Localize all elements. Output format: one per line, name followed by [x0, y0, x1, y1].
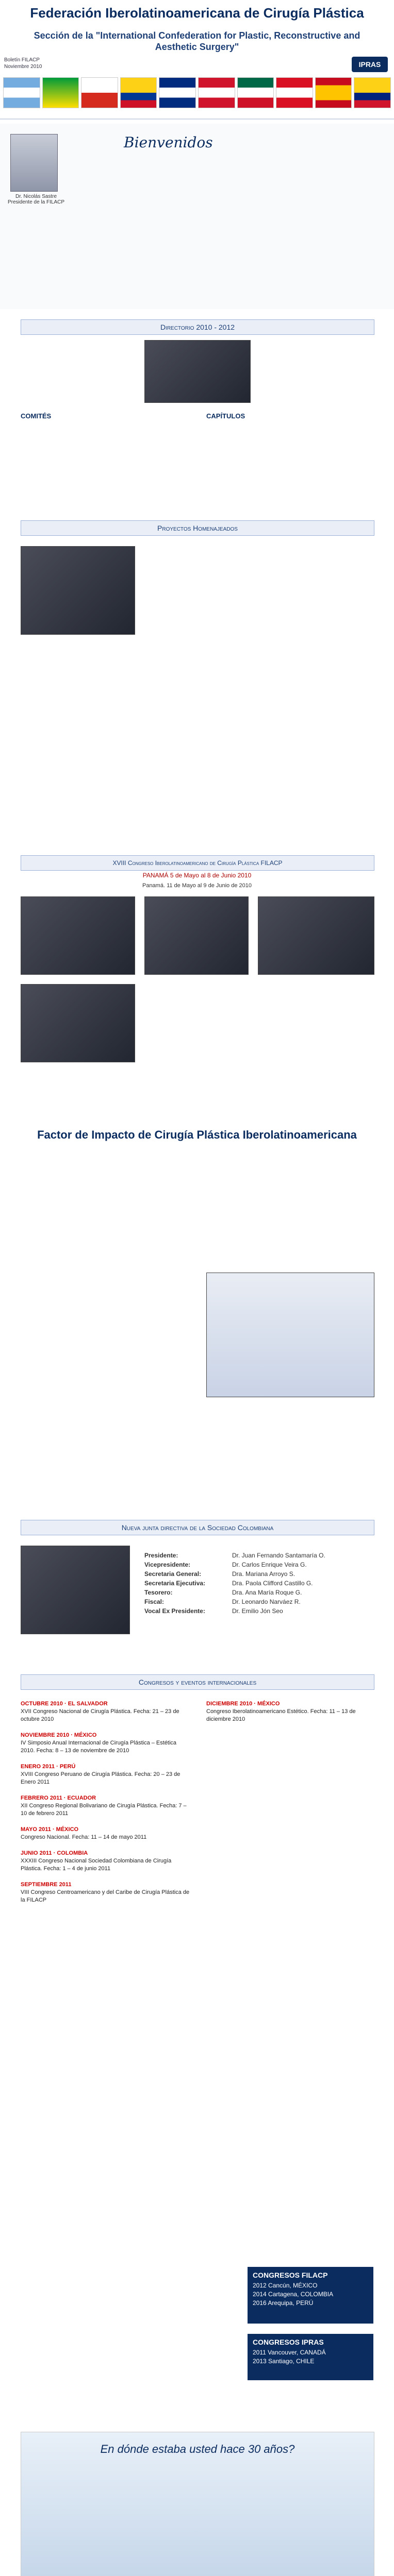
junta-member: Dra. Ana María Roque G.	[232, 1589, 302, 1596]
junta-row	[144, 1551, 373, 1560]
event-date: MAYO 2011 · MÉXICO	[21, 1826, 79, 1833]
filacp-congress-box	[248, 2267, 373, 2324]
congress-entry: 2016 Arequipa, PERÚ	[253, 2299, 314, 2307]
junta-row	[144, 1560, 373, 1569]
event-text: Congreso Iberolatinoamericano Estético. Fecha: 11 – 13 de diciembre 2010	[206, 1708, 356, 1722]
congress-entry: 2011 Vancouver, CANADÁ	[253, 2349, 326, 2356]
congreso-banner: XVIII Congreso Iberolatinoamericano de Cirugía Plástica FILACP	[21, 855, 374, 871]
congress-entry: 2013 Santiago, CHILE	[253, 2358, 315, 2365]
junta-role: Presidente:	[144, 1552, 178, 1559]
junta-row	[144, 1597, 373, 1606]
issue-info: Boletín FILACP Noviembre 2010	[4, 57, 42, 70]
junta-role: Secretaria General:	[144, 1570, 202, 1578]
congreso-photo-4	[21, 984, 135, 1062]
comites-label: COMITÉS	[21, 412, 52, 420]
junta-member: Dra. Mariana Arroyo S.	[232, 1570, 296, 1578]
bottom-ad-text: En dónde estaba usted hace 30 años?	[100, 2443, 295, 2455]
event-date: DICIEMBRE 2010 · MÉXICO	[206, 1701, 280, 1707]
junta-member: Dra. Paola Clifford Castillo G.	[232, 1580, 313, 1587]
event-item	[21, 1732, 191, 1755]
event-text: XII Congreso Regional Bolivariano de Cirugía Plástica. Fecha: 7 – 10 de febrero 2011	[21, 1803, 187, 1817]
proyectos-banner: Proyectos Homenajeados	[21, 520, 374, 536]
event-item	[21, 1881, 191, 1904]
flag-icon	[42, 77, 79, 108]
junta-member: Dr. Juan Fernando Santamaría O.	[232, 1552, 325, 1559]
junta-member: Dr. Leonardo Narváez R.	[232, 1598, 301, 1605]
filacp-box-title: CONGRESOS FILACP	[253, 2271, 328, 2279]
event-text: IV Simposio Anual Internacional de Cirugía Plástica – Estética 2010. Fecha: 8 – 13 de noviembre de 2010	[21, 1740, 177, 1754]
junta-role: Tesorero:	[144, 1589, 173, 1596]
flag-icon	[198, 77, 235, 108]
capitulos-label: CAPÍTULOS	[206, 412, 245, 420]
event-date: JUNIO 2011 · COLOMBIA	[21, 1850, 88, 1856]
welcome-heading: Bienvenidos	[124, 134, 213, 151]
event-text: XVII Congreso Nacional de Cirugía Plástica. Fecha: 21 – 23 de octubre 2010	[21, 1708, 179, 1722]
junta-role: Vocal Ex Presidente:	[144, 1607, 205, 1615]
newsletter-header	[0, 0, 394, 120]
flag-icon	[3, 77, 40, 108]
ipras-congress-box	[248, 2334, 373, 2380]
event-text: VIII Congreso Centroamericano y del Caribe de Cirugía Plástica de la FILACP	[21, 1889, 190, 1903]
events-left-column	[21, 1700, 191, 1912]
junta-photo	[21, 1546, 130, 1634]
congress-entry: 2014 Cartagena, COLOMBIA	[253, 2291, 334, 2298]
flag-icon	[159, 77, 196, 108]
event-text: Congreso Nacional. Fecha: 11 – 14 de mayo 2011	[21, 1834, 147, 1840]
board-photo	[144, 340, 251, 403]
event-date: FEBRERO 2011 · ECUADOR	[21, 1795, 96, 1801]
page-subtitle: Sección de la "International Confederation for Plastic, Reconstructive and Aesthetic Surgery"	[34, 30, 360, 52]
junta-row	[144, 1579, 373, 1588]
journal-photo	[206, 1273, 374, 1397]
welcome-section	[0, 124, 394, 309]
event-item	[21, 1763, 191, 1786]
junta-row	[144, 1569, 373, 1579]
ipras-box-title: CONGRESOS IPRAS	[253, 2338, 324, 2346]
junta-member: Dr. Carlos Enrique Veira G.	[232, 1561, 307, 1568]
flag-icon	[276, 77, 313, 108]
junta-member: Dr. Emilio Jón Seo	[232, 1607, 283, 1615]
junta-role: Secretaria Ejecutiva:	[144, 1580, 206, 1587]
congress-entry: 2012 Cancún, MÉXICO	[253, 2282, 318, 2289]
flag-icon	[81, 77, 118, 108]
congreso-photo-2	[144, 896, 249, 975]
congreso-photo-1	[21, 896, 135, 975]
event-item	[206, 1700, 373, 1723]
congreso-subtitle: PANAMÁ 5 de Mayo al 8 de Junio 2010	[142, 872, 252, 879]
event-item	[21, 1850, 191, 1873]
impact-title: Factor de Impacto de Cirugía Plástica Iberolatinoamericana	[37, 1128, 357, 1141]
flag-icon	[354, 77, 391, 108]
flag-icon	[120, 77, 157, 108]
event-text: XXXIII Congreso Nacional Sociedad Colombiana de Cirugía Plástica. Fecha: 1 – 4 de junio 2011	[21, 1858, 172, 1872]
president-photo	[10, 134, 58, 192]
event-text: XVIII Congreso Peruano de Cirugía Plástica. Fecha: 20 – 23 de Enero 2011	[21, 1771, 180, 1785]
junta-row	[144, 1588, 373, 1597]
congresos-banner: Congresos y eventos internacionales	[21, 1674, 374, 1690]
junta-banner: Nueva junta directiva de la Sociedad Colombiana	[21, 1520, 374, 1535]
comites-column	[21, 412, 191, 422]
junta-role: Fiscal:	[144, 1598, 165, 1605]
event-date: ENERO 2011 · PERÚ	[21, 1764, 76, 1770]
capitulos-column	[206, 412, 376, 422]
president-caption: Dr. Nicolás Sastre Presidente de la FILACP	[7, 194, 65, 205]
directorio-banner: Directorio 2010 - 2012	[21, 319, 374, 335]
flag-icon	[315, 77, 352, 108]
congreso-caption: Panamá. 11 de Mayo al 9 de Junio de 2010	[142, 883, 252, 889]
event-date: OCTUBRE 2010 · EL SALVADOR	[21, 1701, 108, 1707]
award-photo	[21, 546, 135, 635]
junta-row	[144, 1606, 373, 1616]
junta-info	[144, 1551, 373, 1616]
event-item	[21, 1700, 191, 1723]
ipras-logo: IPRAS	[352, 57, 388, 72]
event-date: NOVIEMBRE 2010 · MÉXICO	[21, 1732, 97, 1738]
event-item	[21, 1826, 191, 1841]
event-item	[21, 1794, 191, 1818]
page-title: Federación Iberolatinoamericana de Cirugía Plástica	[30, 5, 364, 21]
flag-icon	[237, 77, 274, 108]
bottom-ad	[21, 2432, 374, 2576]
congreso-photo-3	[258, 896, 374, 975]
junta-role: Vicepresidente:	[144, 1561, 191, 1568]
event-date: SEPTIEMBRE 2011	[21, 1882, 72, 1888]
flag-bar	[3, 77, 391, 108]
events-right-column	[206, 1700, 373, 1732]
